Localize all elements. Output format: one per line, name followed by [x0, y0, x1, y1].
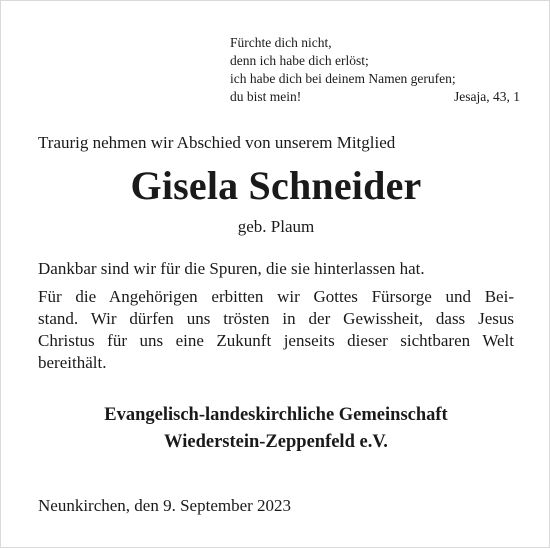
verse-line-2: denn ich habe dich erlöst; — [230, 53, 369, 68]
place-date: Neunkirchen, den 9. September 2023 — [38, 496, 292, 515]
organization — [1, 402, 550, 456]
thanks-text: Dankbar sind wir für die Spuren, die sie hinterlassen hat. — [38, 259, 425, 278]
prayer-paragraph — [38, 286, 514, 374]
paragraph-line-4: bereithält. — [38, 353, 107, 372]
maiden-name: geb. Plaum — [237, 217, 315, 236]
organization-line-2: Wiederstein-Zeppenfeld e.V. — [164, 432, 388, 452]
verse-line-4-row — [230, 88, 520, 106]
intro-text: Traurig nehmen wir Abschied von unserem Mitglied — [38, 133, 396, 152]
paragraph-line-2: stand. Wir dürfen uns trösten in der Gewissheit, dass Jesus — [38, 309, 514, 328]
bible-verse — [230, 34, 520, 106]
paragraph-line-3: Christus für uns eine Zukunft jenseits dieser sichtbaren Welt — [38, 331, 514, 350]
verse-reference: Jesaja, 43, 1 — [454, 89, 520, 104]
organization-line-1: Evangelisch-landeskirchliche Gemeinschaft — [104, 405, 448, 425]
paragraph-line-1: Für die Angehörigen erbitten wir Gottes Fürsorge und Bei- — [38, 287, 514, 306]
verse-line-3: ich habe dich bei deinem Namen gerufen; — [230, 71, 456, 86]
verse-line-4: du bist mein! — [230, 89, 302, 104]
deceased-name: Gisela Schneider — [130, 163, 422, 208]
verse-line-1: Fürchte dich nicht, — [230, 35, 332, 50]
